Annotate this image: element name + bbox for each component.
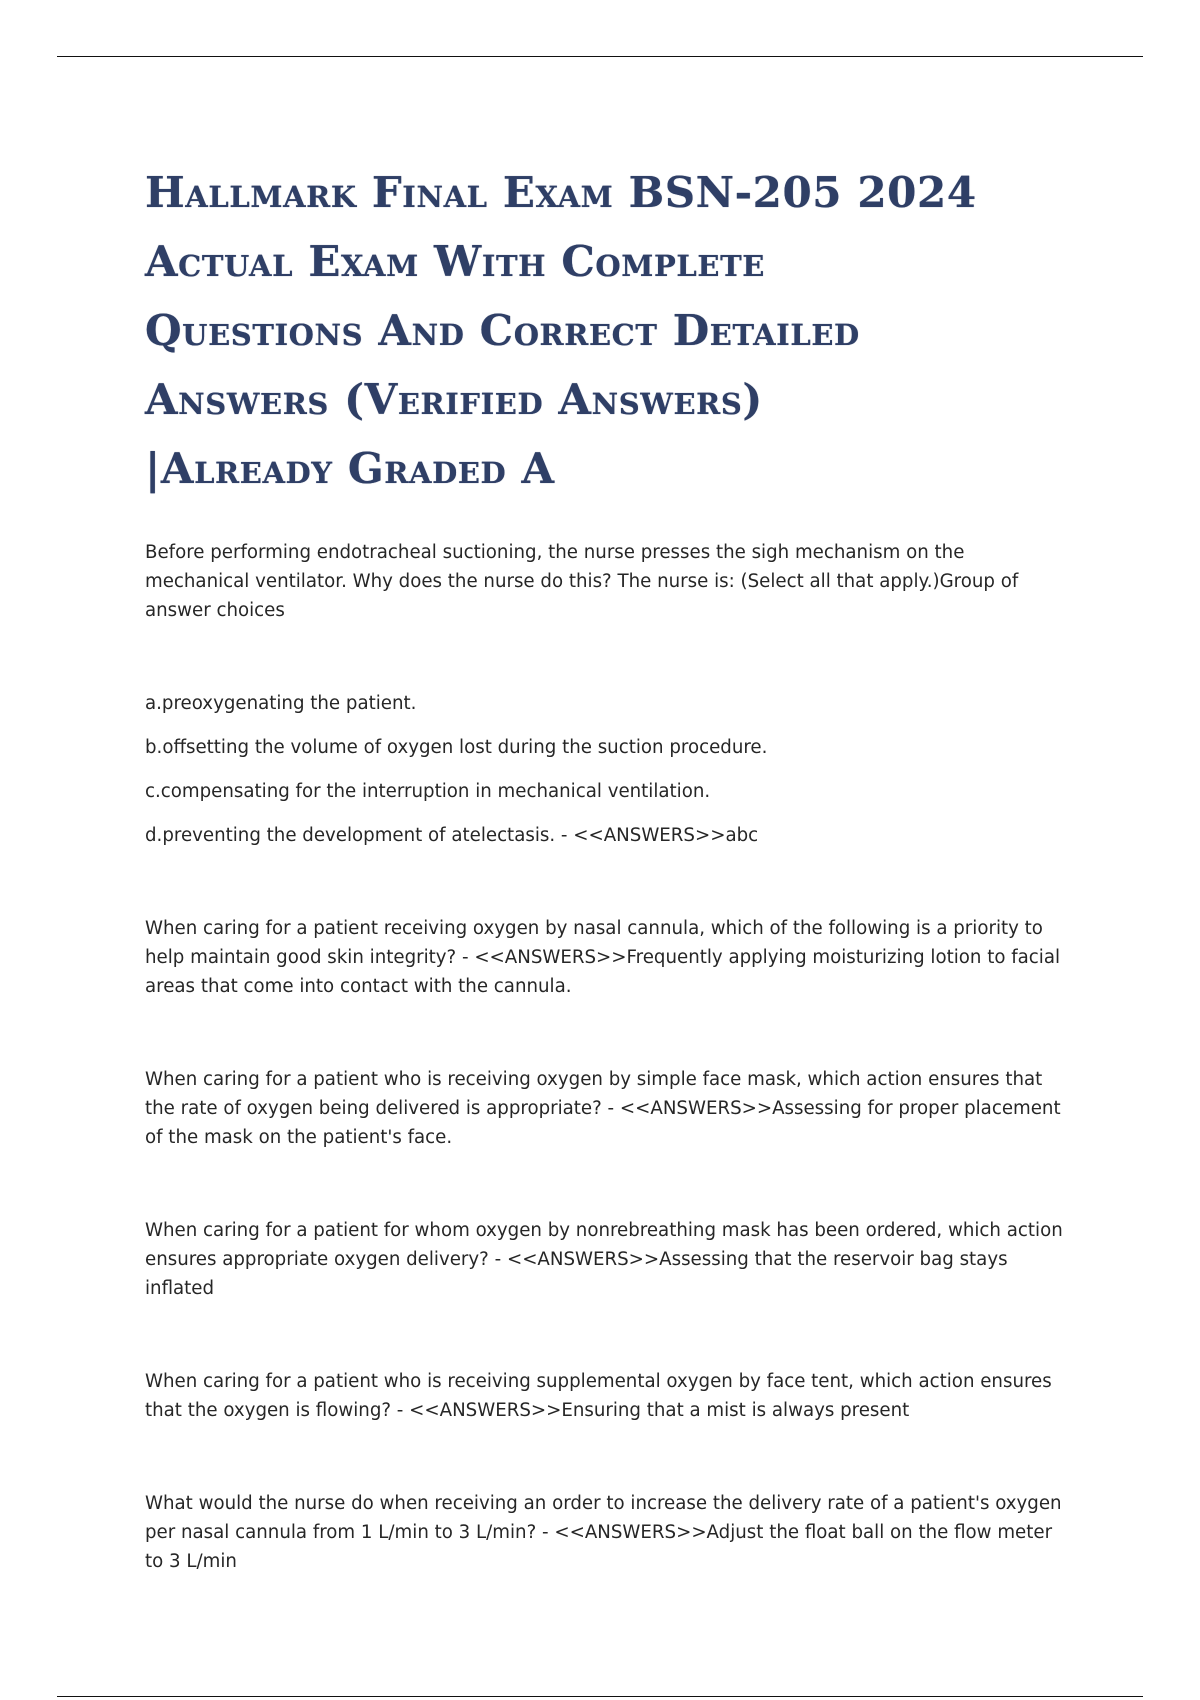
answer-option-d: d.preventing the development of atelectasis. - <<ANSWERS>>abc: [145, 825, 759, 846]
answer-option-c: c.compensating for the interruption in mechanical ventilation.: [145, 781, 711, 802]
top-rule: [57, 56, 1143, 57]
title-line: Questions And Correct Detailed: [145, 306, 860, 355]
qa-item: When caring for a patient who is receiving oxygen by simple face mask, which action ensures that the rate of oxygen being delivered is appropriate? - <<ANSWERS>>Assessing for proper placement of the mask on the patient's face.: [145, 1069, 1061, 1148]
answer-option-a: a.preoxygenating the patient.: [145, 693, 417, 714]
title-line: Actual Exam With Complete: [145, 237, 765, 286]
title-line: Answers (Verified Answers): [145, 375, 763, 424]
qa-item: When caring for a patient who is receiving supplemental oxygen by face tent, which action ensures that the oxygen is flowing? - <<ANSWERS>>Ensuring that a mist is always present: [145, 1371, 1052, 1421]
qa-item: When caring for a patient receiving oxygen by nasal cannula, which of the following is a priority to help maintain good skin integrity? - <<ANSWERS>>Frequently applying moisturizing lotion to facial areas that come into contact with the cannula.: [145, 918, 1061, 997]
title-line: |Already Graded A: [145, 444, 555, 493]
document-title: [145, 158, 1075, 503]
title-line: Hallmark Final Exam BSN-205 2024: [145, 168, 977, 217]
qa-item: When caring for a patient for whom oxygen by nonrebreathing mask has been ordered, which action ensures appropriate oxygen delivery? - <<ANSWERS>>Assessing that the reservoir bag stays inflated: [145, 1220, 1063, 1299]
qa-item: What would the nurse do when receiving an order to increase the delivery rate of a patient's oxygen per nasal cannula from 1 L/min to 3 L/min? - <<ANSWERS>>Adjust the float ball on the flow meter to 3 L/min: [145, 1493, 1062, 1572]
document-body: [145, 538, 1065, 1640]
answer-option-b: b.offsetting the volume of oxygen lost during the suction procedure.: [145, 737, 768, 758]
question-stem: Before performing endotracheal suctioning, the nurse presses the sigh mechanism on the mechanical ventilator. Why does the nurse do this? The nurse is: (Select all that apply.)Group of answer choices: [145, 542, 1019, 621]
bottom-rule: [57, 1696, 1143, 1697]
